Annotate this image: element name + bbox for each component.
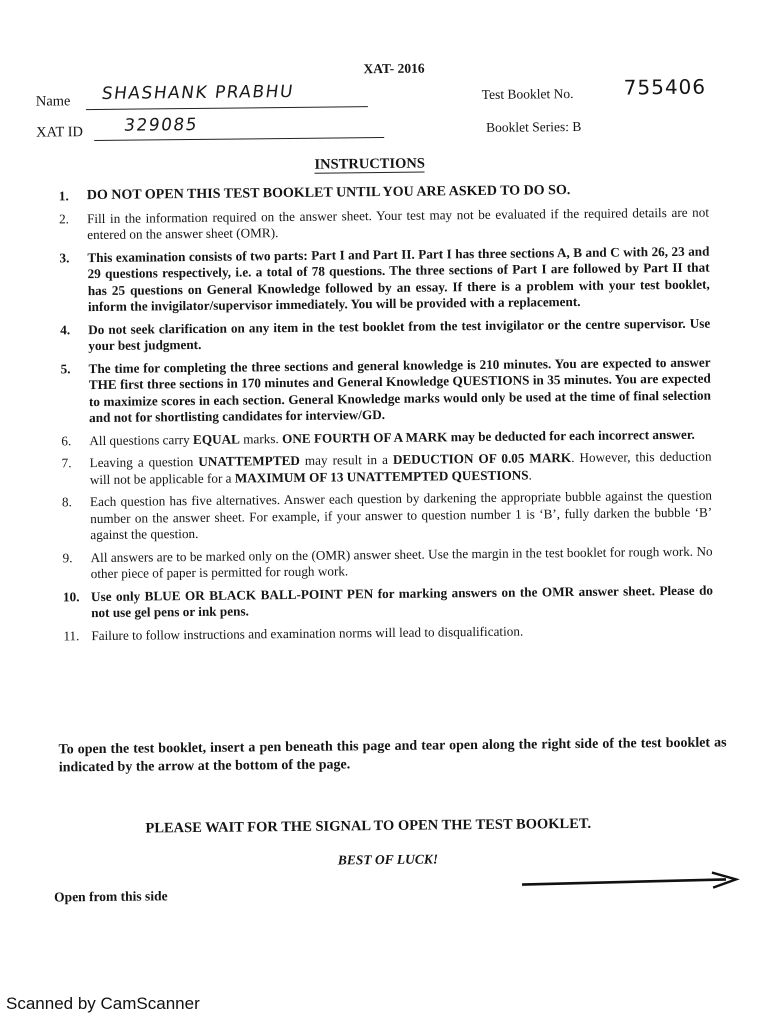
instruction-text: [88, 315, 710, 355]
instruction-number: 2.: [58, 210, 70, 226]
test-booklet-number: 755406: [623, 74, 707, 100]
instruction-text-part: Failure to follow instructions and examination norms will lead to disqualification.: [91, 623, 524, 643]
name-label: Name: [35, 93, 71, 110]
instruction-item: [62, 488, 712, 544]
instruction-text: [87, 204, 709, 244]
instruction-text: [91, 582, 713, 622]
instruction-item: [59, 182, 709, 205]
instruction-text-part: may result in a: [299, 451, 394, 468]
name-underline: [86, 106, 368, 110]
instruction-number: 10.: [62, 588, 80, 604]
instruction-text-part: UNATTEMPTED: [198, 452, 300, 469]
instruction-item: [61, 354, 712, 427]
instruction-item: [60, 315, 710, 355]
xat-id-label: XAT ID: [36, 124, 84, 141]
scanner-watermark: Scanned by CamScanner: [6, 994, 200, 1013]
instruction-item: [59, 204, 709, 244]
instruction-text-part: Each question has five alternatives. Answer each question by darkening the appropriate bubble against the question number on the answer sheet. For example, if your answer to question number 1 is ‘B’, fully darken the bubble ‘B’ against the question.: [89, 487, 713, 543]
instruction-text-part: All answers are to be marked only on the (OMR) answer sheet. Use the margin in the test booklet for rough work. No other piece of paper is permitted for rough work.: [90, 543, 713, 582]
instruction-number: 4.: [60, 321, 71, 337]
instruction-item: [63, 543, 713, 583]
instruction-text-part: marks.: [239, 430, 283, 447]
instruction-text-part: .: [528, 466, 532, 482]
xat-id-underline: [94, 137, 384, 141]
instruction-number: 1.: [58, 188, 69, 204]
name-value: SHASHANK PRABHU: [100, 81, 296, 104]
instruction-item: [59, 243, 710, 316]
instruction-text-part: The time for completing the three sections and general knowledge is 210 minutes. You are expected to answer THE first three sections in 170 minutes and General Knowledge QUESTIONS in 35 minutes. You are expected to maximize scores in each section. General Knowledge marks would only be used at the time of final selection and not for shortlisting candidates for interview/GD.: [88, 354, 711, 426]
instruction-number: 11.: [63, 627, 80, 643]
instruction-text-part: ONE FOURTH OF A MARK may be deducted for each incorrect answer.: [281, 426, 695, 446]
instruction-text-part: DO NOT OPEN THIS TEST BOOKLET UNTIL YOU ARE ASKED TO DO SO.: [86, 183, 571, 204]
instruction-item: [63, 621, 713, 644]
instruction-text: [90, 488, 712, 544]
instruction-item: [61, 426, 711, 449]
instruction-text: [89, 354, 712, 427]
instruction-number: 5.: [60, 360, 71, 376]
right-arrow-icon: [522, 870, 740, 892]
instruction-text-part: DEDUCTION OF 0.05 MARK: [392, 450, 572, 467]
instruction-text: [87, 243, 710, 316]
instruction-text-part: Use only BLUE OR BLACK BALL-POINT PEN for marking answers on the OMR answer sheet. Please do not use gel pens or ink pens.: [90, 582, 714, 621]
booklet-series: Booklet Series: B: [486, 118, 582, 135]
instruction-text-part: This examination consists of two parts: Part I and Part II. Part I has three sections A, B and C with 26, 23 and 29 questions respectively, i.e. a total of 78 questions. The three sections of Part I are followed by Part II that has 25 questions on General Knowledge followed by an essay. If there is a problem with your test booklet, inform the invigilator/supervisor immediately. You will be provided with a replacement.: [87, 243, 710, 315]
instruction-number: 8.: [61, 494, 72, 510]
instruction-text: [91, 543, 713, 583]
instruction-text-part: Leaving a question: [89, 453, 199, 471]
instruction-item: [62, 449, 712, 489]
instruction-text-part: . However, this deduction will not be applicable for a: [89, 448, 712, 487]
instructions-heading: INSTRUCTIONS: [314, 155, 425, 173]
instruction-text-part: MAXIMUM OF 13 UNATTEMPTED QUESTIONS: [234, 466, 529, 486]
instruction-number: 7.: [61, 455, 72, 471]
best-of-luck-text: BEST OF LUCK!: [337, 851, 439, 868]
open-from-side-label: Open from this side: [54, 888, 168, 905]
xat-id-value: 329085: [122, 114, 200, 136]
instruction-number: 3.: [59, 249, 70, 265]
instruction-text-part: Fill in the information required on the answer sheet. Your test may not be evaluated if the required details are not entered on the answer sheet (OMR).: [86, 204, 710, 243]
instruction-text-part: EQUAL: [192, 431, 240, 447]
instruction-item: [63, 582, 713, 622]
wait-signal-text: PLEASE WAIT FOR THE SIGNAL TO OPEN THE TEST BOOKLET.: [145, 815, 592, 837]
instructions-list: [59, 182, 714, 651]
test-booklet-label: Test Booklet No.: [481, 85, 574, 102]
instruction-text: [90, 449, 712, 489]
instruction-text: [91, 621, 713, 644]
instruction-text-part: All questions carry: [89, 431, 194, 448]
tear-open-instruction: To open the test booklet, insert a pen beneath this page and tear open along the right side of the test booklet as indicated by the arrow at the bottom of the page.: [58, 735, 727, 776]
instruction-text-part: Do not seek clarification on any item in the test booklet from the test invigilator or the centre supervisor. Use your best judgment.: [88, 315, 711, 354]
instruction-number: 6.: [61, 432, 72, 448]
instruction-text: [89, 426, 711, 449]
exam-title: XAT- 2016: [363, 60, 425, 77]
instruction-number: 9.: [62, 549, 73, 565]
instruction-text: [87, 182, 709, 205]
